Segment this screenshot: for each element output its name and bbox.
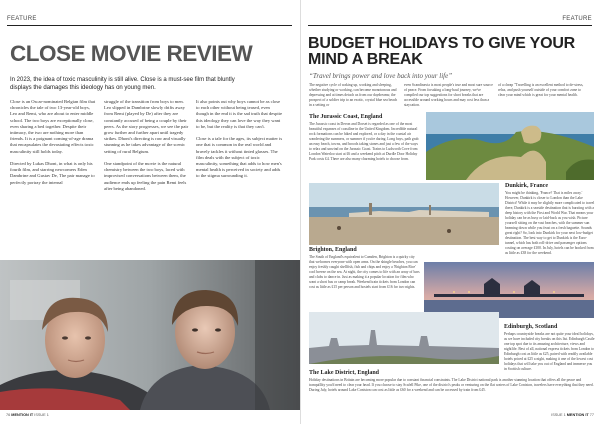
section-title: Brighton, England bbox=[309, 247, 357, 253]
film-still-image bbox=[0, 260, 300, 410]
edinburgh-photo bbox=[309, 312, 499, 364]
intro-column-2: even Scandinavia is most people's true and most sure source of peace. From forsaking a long-haul journey, we've compiled our top suggestions for short breaks that are accessible around working hours and may cost less than a staycation. bbox=[404, 83, 493, 107]
pier-photo bbox=[424, 262, 594, 318]
issue-label: ISSUE 1 bbox=[551, 413, 566, 417]
section-text: The Jurassic coast in Devon and Dorset is regarded as one of the most beautiful expanses of coastline in the United Kingdom. Incredible natural rock formations can be hiked and explored, or a day in the coastal air wandering the summers, or summer if you're daring. Long bays, path grab an easy beach, towns, and broods taking stones and just a few of the ways to relax and unwind on the Jurassic Coast. Trains to Ludworth Cove from London Waterloo start at £6 and a weekend pitch at Durdle Door Holiday Park costs £4. There are also many charming hotels to choose from. bbox=[309, 122, 419, 161]
section-text: Perhaps countryside breaks are not quite your ideal holidays, as we have included city breaks on this list. Edinburgh Castle one top spot due to its amazing architecture, views and nightlife. Best of all, national express tickets from London to Edinburgh cost as little as £25, paired with readily available hotels priced at £25 a night, making it one of the lowest cost holidays that will take you out of England and immerse you in Scottish culture. bbox=[504, 332, 595, 371]
feature-kicker: FEATURE bbox=[562, 16, 592, 22]
page-number: 77 bbox=[589, 413, 594, 417]
kicker-rule bbox=[308, 25, 592, 26]
section-jurassic-coast bbox=[309, 114, 421, 162]
right-page bbox=[300, 0, 600, 424]
body-column-1: Close is an Oscar-nominated Belgian film that chronicles the tale of two 13-year-old boys, Leo and Remi, who are about to enter middle school. The two boys are exceptionally close, even sharing a bed together. Despite their intimacy, the two are nothing more than friends. It is a poignant coming-of-age drama that encapsulates the devastating effects toxic masculinity still holds today. Directed by Lukas Dhont, in what is only his fourth film, and starring newcomers Eden Dambrine and Gustav De, The pair manage to perfectly portray the internal bbox=[10, 99, 96, 185]
intro-column-1: The negative cycle of waking up, working and sleeping, whether studying or working, can become monotonous and depressing and at times detach us from our daydreams; the prospect of a soldier trip to an exotic, crystal blue sea beach in a setting or bbox=[309, 83, 398, 107]
section-text: You might be thinking, 'France? That is miles away.' However, Dunkirk is closer to London than the Lake District! While it may be slightly more complicated to travel there, Dunkirk is a seaside destination that is bursting with a deep history with the First and World War. That means your holiday can be as busy or laid-back as you wish. Picture yourself sitting on the vast beaches, with the summer sun beaming down while you feast on a fresh baguette. Sounds great right? So, look into Dunkirk for your next low-budget destination. The best way to get to Dunkirk is the Euro-tunnel, which has both roll-drive and passenger options costing on average £100. In July, hotels can be booked from as little as £38 for the weekend. bbox=[505, 191, 595, 255]
section-brighton bbox=[309, 247, 421, 290]
jurassic-coast-image bbox=[426, 112, 594, 180]
magazine-brand: MENTION IT bbox=[11, 413, 34, 417]
right-footer bbox=[551, 413, 594, 417]
section-title: The Jurassic Coast, England bbox=[309, 114, 383, 120]
left-footer bbox=[6, 413, 49, 417]
section-edinburgh bbox=[504, 324, 595, 372]
page-number: 76 bbox=[6, 413, 11, 417]
section-lake-district bbox=[309, 370, 595, 393]
pier-image bbox=[424, 262, 594, 318]
body-column-2: struggle of the transition from boys to men. Leo slipped in Dambrine slowly drifts away from Remi (played by De) after they are constantly accused of being a couple by their peers. As the story progresses, we see the pair grow further and further apart until tragedy strikes. Dhont's directing is raw and visually stunning as he takes advantage of the scenic setting of rural Belgium. One standpoint of the movie is the natural chemistry between the two boys, laced with improvised conversations between them, the audience ends up feeling the pain Remi feels after being abandoned. bbox=[104, 99, 189, 191]
kicker-rule bbox=[7, 25, 292, 26]
article-title: CLOSE MOVIE REVIEW bbox=[10, 41, 253, 66]
section-title: Dunkirk, France bbox=[505, 183, 549, 189]
section-text: Holiday destinations in Britain are becoming more popular due to constant financial constraints. The Lake District national park is another stunning location that offers all the peace and tranquillity you'd need to clear your head. If you choose to stay Scafell Pike, one of the district's peaks or venturing on the flat waters of Lake Coniston, travelers have everything that they need. During July, hotels around Lake Coniston can cost as little as £60 for a weekend and can be accessed by train from £45. bbox=[309, 378, 594, 392]
article-title: BUDGET HOLIDAYS TO GIVE YOUR MIND A BREAK bbox=[308, 35, 576, 68]
section-dunkirk bbox=[505, 183, 595, 256]
beach-image bbox=[309, 183, 499, 245]
magazine-brand: MENTION IT bbox=[566, 413, 589, 417]
feature-kicker: FEATURE bbox=[7, 16, 37, 22]
section-text: The South of England's equivalent to Camden, Brighton is a quirky city that welcomes everyone with open arms. On the shingle beaches, you can enjoy freshly caught shellfish, fish and chips and enjoy a 'Brighton Rice' cool breeze on the sea. At night, the city comes to life with an array of bars and clubs to dance in. Just as making it a popular location for film who want a short bus or camp break. Weekend train tickets from London can cost as little as £15 per person and hostels start from £16 for two nights. bbox=[309, 255, 420, 289]
standfirst-quote: “Travel brings power and love back into your life” bbox=[309, 72, 453, 80]
brighton-beach-photo bbox=[309, 183, 499, 245]
section-title: Edinburgh, Scotland bbox=[504, 324, 558, 330]
section-title: The Lake District, England bbox=[309, 370, 380, 376]
intro-column-3: of a cheap "Travelling is an excellent method to de-stress, relax, and push yourself outside of your comfort zone to clear your mind which is great for your mental health. bbox=[498, 83, 584, 97]
city-image bbox=[309, 312, 499, 364]
film-still-photo bbox=[0, 260, 300, 410]
issue-label: ISSUE 1 bbox=[34, 413, 49, 417]
jurassic-coast-photo bbox=[426, 112, 594, 180]
article-intro: In 2023, the idea of toxic masculinity is still alive. Close is a must-see film that bluntly displays the damages this ideology has on young men. bbox=[10, 77, 235, 91]
body-column-3: It also points out why boys cannot be as close to each other without being teased, even though in the end it is the sad truth that despite this ideology they can love the way they want to be, but the reality is that they can't. Close is a tale for the ages, its subject matter is one that is common in the real world and bravely tackles it without tinted glasses. The film deals with the subject of toxic masculinity, something that adds to how men's mental health is perceived in society and adds to the stigma surrounding it. bbox=[196, 99, 283, 179]
